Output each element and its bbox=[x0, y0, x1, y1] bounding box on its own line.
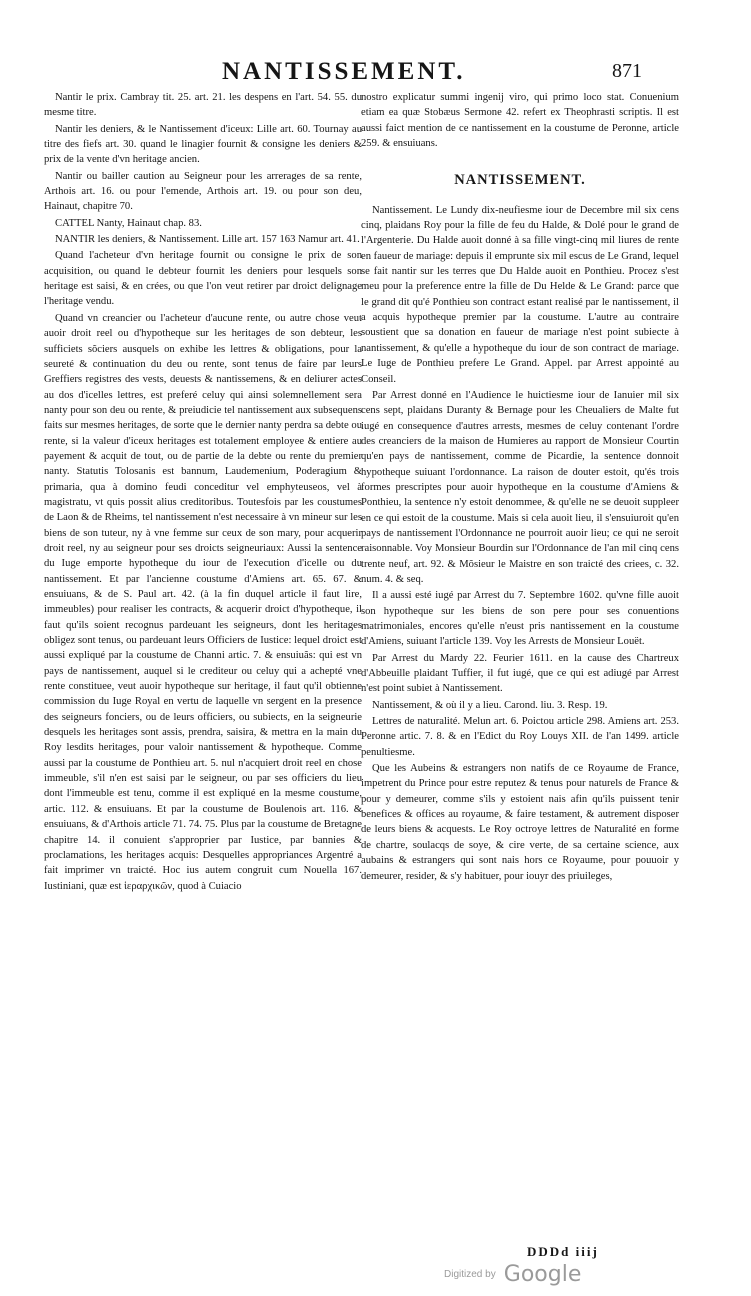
paragraph: Nantissement. Le Lundy dix-neufiesme iour de Decembre mil six cens cinq, plaidans Roy pour la fille de feu du Halde, & Dolé pour le grand de l'Argenterie. Du Halde auoit donné à sa fille vingt-cinq mil liures de rente en faueur de mariage: depuis il emprunte six mil escus de Le Grand, lequel se fait nantir sur les terres que Du Halde auoit en Ponthieu. Procez s'est meu pour la preference entre la fille de Du Helde & Le Grand: parce que le grand dit qu'é Ponthieu son contract estant realisé par le nantissement, il a acquis hypotheque premier par la coustume. L'autre au contraire soustient que sa donation en faueur de mariage n'est point subiecte à nantissement, & qu'elle a hypotheque du iour de son contract de mariage. Le Iuge de Ponthieu prefere Le Grand. Appel. par Arrest appointé au Conseil. bbox=[361, 204, 679, 385]
paragraph: Par Arrest donné en l'Audience le huictiesme iour de Ianuier mil six cens sept, plaidans Duranty & Bernage pour les Cheualiers de Malte fut iugé en consequence d'autres arrests, mesmes de celuy contenant l'ordre des creanciers de la maison de Humieres au rapport de Monsieur Courtin qu'en pays de nantissement, comme de Picardie, la sentence donnoit hypotheque suiuant l'ordonnance. La raison de douter estoit, qu'és trois formes prescriptes pour auoir hypotheque en la coustume d'Amiens & Ponthieu, la sentence n'y estoit denommee, & qu'elle ne se deuoit suppleer en ce qui estoit de la coustume. Mais si cela auoit lieu, il s'ensuiuroit qu'en pays de nantissement l'Ordonnance ne pourroit auoir lieu; ce qui ne seroit raisonnable. Voy Monsieur Bourdin sur l'Ordonnance de l'an mil cinq cens trente neuf, art. 92. & Mõsieur le Maistre en son traicté des criees, c. 32. num. 4. & seq. bbox=[361, 389, 679, 585]
paragraph: Nantir ou bailler caution au Seigneur pour les arrerages de sa rente, Arthois art. 16. ou pour l'emende, Arthois art. 19. ou pour son deu, Hainaut, chapitre 70. bbox=[44, 170, 362, 213]
paragraph: Quand vn creancier ou l'acheteur d'aucune rente, ou autre chose veut auoir droit reel ou d'hypotheque sur les heritages de son debteur, les sufficiets sõciers ausquels on exhibe les lettres & obligations, pour la seureté & continuation du deu ou rente, sont tenus de faire par leurs Greffiers registres des vests, deuests & nantissemens, & en deliurer actes au dos d'icelles lettres, est preferé celuy qui ainsi solemnellement sera nanty pour son deu ou rente, & preiudicie tel nantissement aux subsequens faits sur mesmes heritages, de sorte que le dernier nanty perdra sa debte ou rente, si la valeur d'iceux heritages est totalement employee & entiere au payement & acquit de tout, ou de partie de la debte ou rente du premier nanty. Statutis Tolosanis est bannum, Laudemenium, Poderagium & primaria, qua à domino feudi conceditur vel emphyteuseos, vel à magistratu, vt quis possit alius creditoribus. Toutesfois par les coustumes de Laon & de Rheims, tel nantissement n'est necessaire à vn mineur sur les biens de son tuteur, ny à vne femme sur ceux de son mary, pour acquerir droit reel, ny au seigneur pour ses droicts seigneuriaux: Aussi la sentence du Iuge emporte hypotheque du iour de l'execution d'icelle ou du nantissement. Et par l'ancienne coustume d'Amiens art. 65. 67. & ensuiuans, & de S. Paul art. 42. (à la fin duquel article il faut lire, immeubles) pour realiser les contracts, & acquerir droict d'hypotheque, il faut qu'ils soient recognus pardeuant les seigneurs, dont les heritages obligez sont tenus, ou pardeuant leurs Officiers de Iustice: lequel droict est aussi expliqué par la coustume de Channi artic. 7. & ensuiuãs: qui est vn pays de nantissement, auquel si le crediteur ou celuy qui a achepté vne rente constituee, veut auoir hypotheque sur heritage, il faut qu'il obtienne commission du Iuge Royal en vertu de laquelle vn sergent en la presence des seigneurs fonciers, ou de leurs officiers, ou subiects, en la seigneurie desquels les heritages sont assis, prendra, saisira, & mettra en la main du Roy lesdits heritages, pour valoir nantissement & hypotheque. Comme aussi par la coustume de Ponthieu art. 5. nul n'acquiert droit reel en chose immeuble, s'il n'en est saisi par le seigneur, ou par ses officiers du lieu dont l'immeuble est tenu, comme il est expliqué en la mesme coustume, artic. 112. & ensuiuans. Et par la coustume de Boulenois art. 116. & ensuiuans, & d'Arthois article 71. 74. 75. Plus par la coustume de Bretagne chapitre 14. il conuient s'approprier par Iustice, par bannies & proclamations, les heritages acquis: Desquelles appropriances Argentré a fait imprimer vn traicté. Hoc ius autem congruit cum Nouella 167. Iustiniani, quæ est ἱεραρχικῶν, quod à Cuiacio bbox=[44, 312, 362, 892]
paragraph: CATTEL Nanty, Hainaut chap. 83. bbox=[55, 217, 202, 229]
watermark-brand: Google bbox=[503, 1262, 582, 1287]
paragraph: Nantir le prix. Cambray tit. 25. art. 21. les despens en l'art. 54. 55. du mesme titre. bbox=[44, 92, 362, 119]
watermark-prefix: Digitized by bbox=[444, 1269, 496, 1280]
digitized-watermark bbox=[444, 1262, 581, 1287]
paragraph: Il a aussi esté iugé par Arrest du 7. Septembre 1602. qu'vne fille auoit son hypotheque sur les biens de son pere pour ses conuentions matrimoniales, encores qu'elle n'eust pris nantissement en la coustume d'Amiens, suiuant l'article 139. Voy les Arrests de Monsieur Louët. bbox=[361, 590, 679, 648]
paragraph-continued: nostro explicatur summi ingenij viro, qui primo loco stat. Conuenium etiam ea quæ Stobæus Sermone 42. refert ex Theophrasti scriptis. Il est aussi faict mention de ce nantissement en la coustume de Peronne, article 259. & ensuiuans. bbox=[361, 92, 679, 150]
paragraph: Nantir les deniers, & le Nantissement d'iceux: Lille art. 60. Tournay au titre des fiefs art. 30. quand le linagier fournit & consigne les deniers & prix de la vente d'vn heritage ancien. bbox=[44, 123, 362, 166]
paragraph: Que les Aubeins & estrangers non natifs de ce Royaume de France, impetrent du Prince pour estre reputez & tenus pour naturels de France & pour y demeurer, comme s'ils y estoient nais afin qu'ils puissent tenir benefices & offices au royaume, & faire testament, & autrement disposer de leurs biens & acquests. Le Roy octroye lettres de Naturalité en forme de chartre, soulacqs de soye, & cire verte, de sa certaine science, aux aubains & estrangers qui sont nais hors ce Royaume, pour pouuoir y demeurer, resider, & s'y habituer, pour iouyr des priuileges, bbox=[361, 763, 679, 882]
page-number: 871 bbox=[612, 60, 642, 82]
paragraph: Par Arrest du Mardy 22. Feurier 1611. en la cause des Chartreux d'Abbeuille plaidant Tuffier, il fut iugé, que ce qui est adiugé par Arrest n'est point subiet à Nantissement. bbox=[361, 652, 679, 695]
paragraph: Lettres de naturalité. Melun art. 6. Poictou article 298. Amiens art. 253. Peronne artic. 7. 8. & en l'Edict du Roy Louys XII. de l'an 1499. article penultiesme. bbox=[361, 716, 679, 758]
signature-mark: DDDd iiij bbox=[527, 1244, 599, 1259]
paragraph: Nantissement, & où il y a lieu. Carond. liu. 3. Resp. 19. bbox=[372, 699, 608, 711]
right-column bbox=[361, 90, 679, 885]
section-title: NANTISSEMENT. bbox=[454, 172, 586, 189]
paragraph: NANTIR les deniers, & Nantissement. Lille art. 157 163 Namur art. 41. bbox=[55, 234, 360, 246]
running-title: NANTISSEMENT. bbox=[222, 58, 466, 85]
left-column bbox=[44, 90, 362, 895]
page-header bbox=[0, 58, 751, 88]
paragraph: Quand l'acheteur d'vn heritage fournit ou consigne le prix de son acquisition, ou quand le debteur fournit les deniers pour lesquels son heritage est saisi, & en crées, ou que l'on veut retirer par droict delignage l'heritage vendu. bbox=[44, 250, 362, 308]
